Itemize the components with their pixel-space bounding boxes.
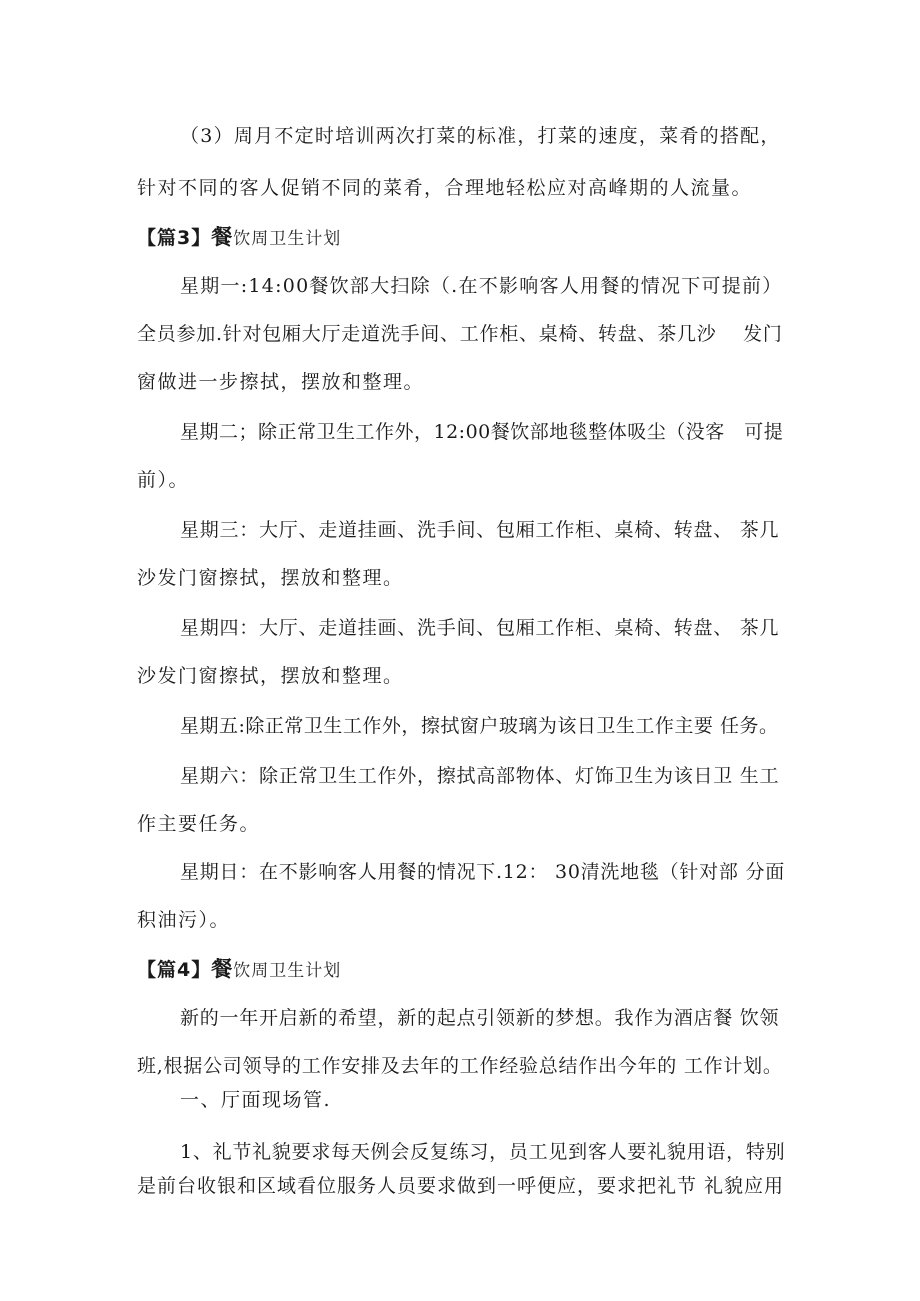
paragraph-line: 星期五:除正常卫生工作外，擦拭窗户玻璃为该日卫生工作主要 任务。 [180,715,779,737]
paragraph-line: 沙发门窗擦拭，摆放和整理。 [137,665,404,687]
paragraph-line: 星期六：除正常卫生工作外，擦拭高部物体、灯饰卫生为该日卫 生工 [180,765,780,787]
paragraph-line: 星期三：大厅、走道挂画、洗手间、包厢工作柜、桌椅、转盘、 茶几 [180,519,780,541]
paragraph-line: 全员参加.针对包厢大厅走道洗手间、工作柜、桌椅、转盘、茶几沙 发门 [137,323,783,345]
paragraph-line: 窗做进一步擦拭，摆放和整理。 [137,371,425,393]
paragraph-line: （3）周月不定时培训两次打菜的标准，打菜的速度，菜肴的搭配， [180,125,781,147]
paragraph-line: 积油污）。 [137,909,231,931]
heading-title: 饮周卫生计划 [233,229,342,249]
paragraph-line: 新的一年开启新的希望，新的起点引领新的梦想。我作为酒店餐 饮领 [180,1007,780,1029]
paragraph-line: 星期日：在不影响客人用餐的情况下.12： 30清洗地毯（针对部 分面 [180,861,785,883]
paragraph-line: 是前台收银和区域看位服务人员要求做到一呼便应，要求把礼节 礼貌应用 [137,1175,785,1197]
paragraph-line: 沙发门窗擦拭，摆放和整理。 [137,567,404,589]
heading-first-char: 餐 [211,225,234,249]
heading-first-char: 餐 [211,957,234,981]
paragraph-line: 针对不同的客人促销不同的菜肴，合理地轻松应对高峰期的人流量。 [137,177,753,199]
subheading-line: 一、厅面现场管. [180,1089,332,1111]
paragraph-line: 星期一:14:00餐饮部大扫除（.在不影响客人用餐的情况下可提前） [180,275,783,297]
paragraph-line: 1、礼节礼貌要求每天例会反复练习，员工见到客人要礼貌用语，特别 [180,1141,786,1163]
heading-title: 饮周卫生计划 [233,961,342,981]
section-heading-3 [137,222,341,254]
heading-number: 【篇4】 [137,959,212,981]
heading-number: 【篇3】 [137,227,212,249]
paragraph-line: 作主要任务。 [137,813,261,835]
paragraph-line: 星期二；除正常卫生工作外，12:00餐饮部地毯整体吸尘（没客 可提 [180,421,784,443]
paragraph-line: 星期四：大厅、走道挂画、洗手间、包厢工作柜、桌椅、转盘、 茶几 [180,617,780,639]
paragraph-line: 前）。 [137,469,190,491]
section-heading-4 [137,954,341,986]
paragraph-line: 班,根据公司领导的工作安排及去年的工作经验总结作出今年的 工作计划。 [137,1055,783,1077]
